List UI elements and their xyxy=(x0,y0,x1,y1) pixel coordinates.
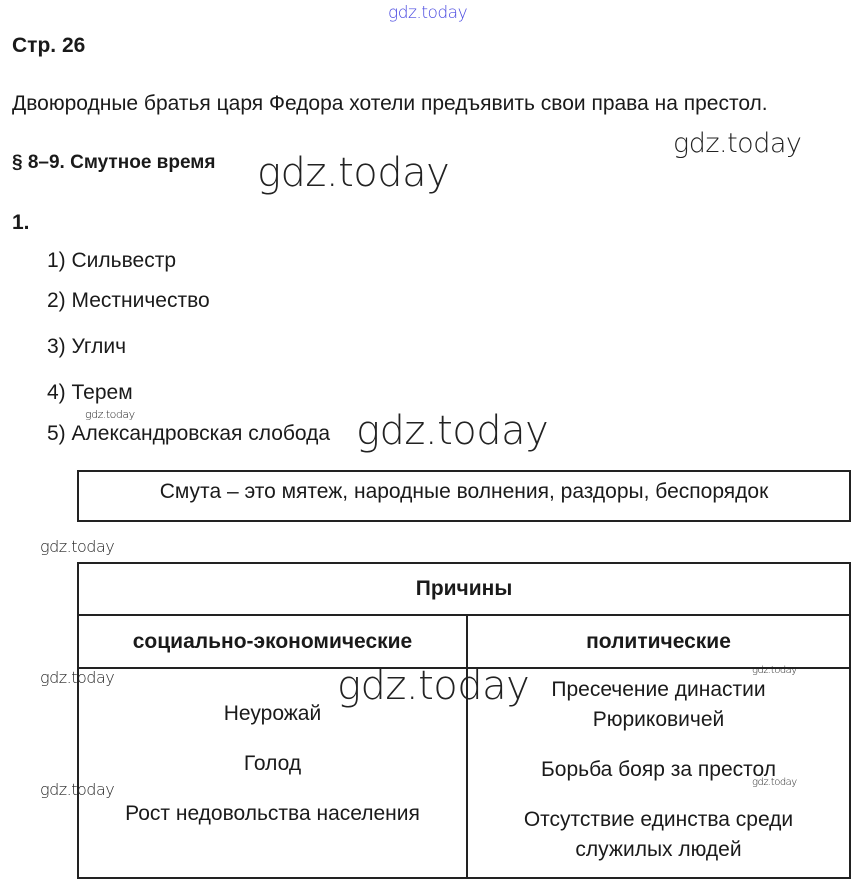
cause-item: Отсутствие единства среди служилых людей xyxy=(523,808,794,861)
cause-item: Рост недовольства населения xyxy=(125,802,420,825)
cause-item: Неурожай xyxy=(223,702,322,725)
list-item: 2) Местничество xyxy=(47,289,210,312)
watermark: gdz.today xyxy=(40,780,115,799)
list-item: 1) Сильвестр xyxy=(47,249,176,272)
watermark: gdz.today xyxy=(337,663,530,709)
cause-item: Пресечение династии Рюриковичей xyxy=(551,678,766,731)
watermark: gdz.today xyxy=(388,3,468,23)
task-number: 1. xyxy=(12,211,30,234)
watermark: gdz.today xyxy=(85,408,135,421)
list-item: 4) Терем xyxy=(47,381,133,404)
cause-item: Голод xyxy=(243,752,302,775)
watermark: gdz.today xyxy=(40,668,115,687)
table-title: Причины xyxy=(78,563,850,615)
definition-box: Смута – это мятеж, народные волнения, раздоры, беспорядок xyxy=(77,470,851,522)
watermark: gdz.today xyxy=(673,128,802,159)
cause-item: Борьба бояр за престол xyxy=(541,758,776,781)
list-item: 3) Углич xyxy=(47,335,127,358)
column-header: политические xyxy=(467,615,850,668)
column-header: социально-экономические xyxy=(78,615,467,668)
page-label: Стр. 26 xyxy=(12,34,86,57)
watermark: gdz.today xyxy=(40,537,115,556)
causes-table xyxy=(77,562,851,879)
watermark: gdz.today xyxy=(257,150,450,196)
answer-text: Двоюродные братья царя Федора хотели предъявить свои права на престол. xyxy=(12,92,768,115)
watermark: gdz.today xyxy=(356,408,549,454)
watermark: gdz.today xyxy=(752,777,797,788)
watermark: gdz.today xyxy=(752,665,797,676)
section-title: § 8–9. Смутное время xyxy=(12,152,216,173)
list-item: 5) Александровская слобода xyxy=(47,422,331,445)
